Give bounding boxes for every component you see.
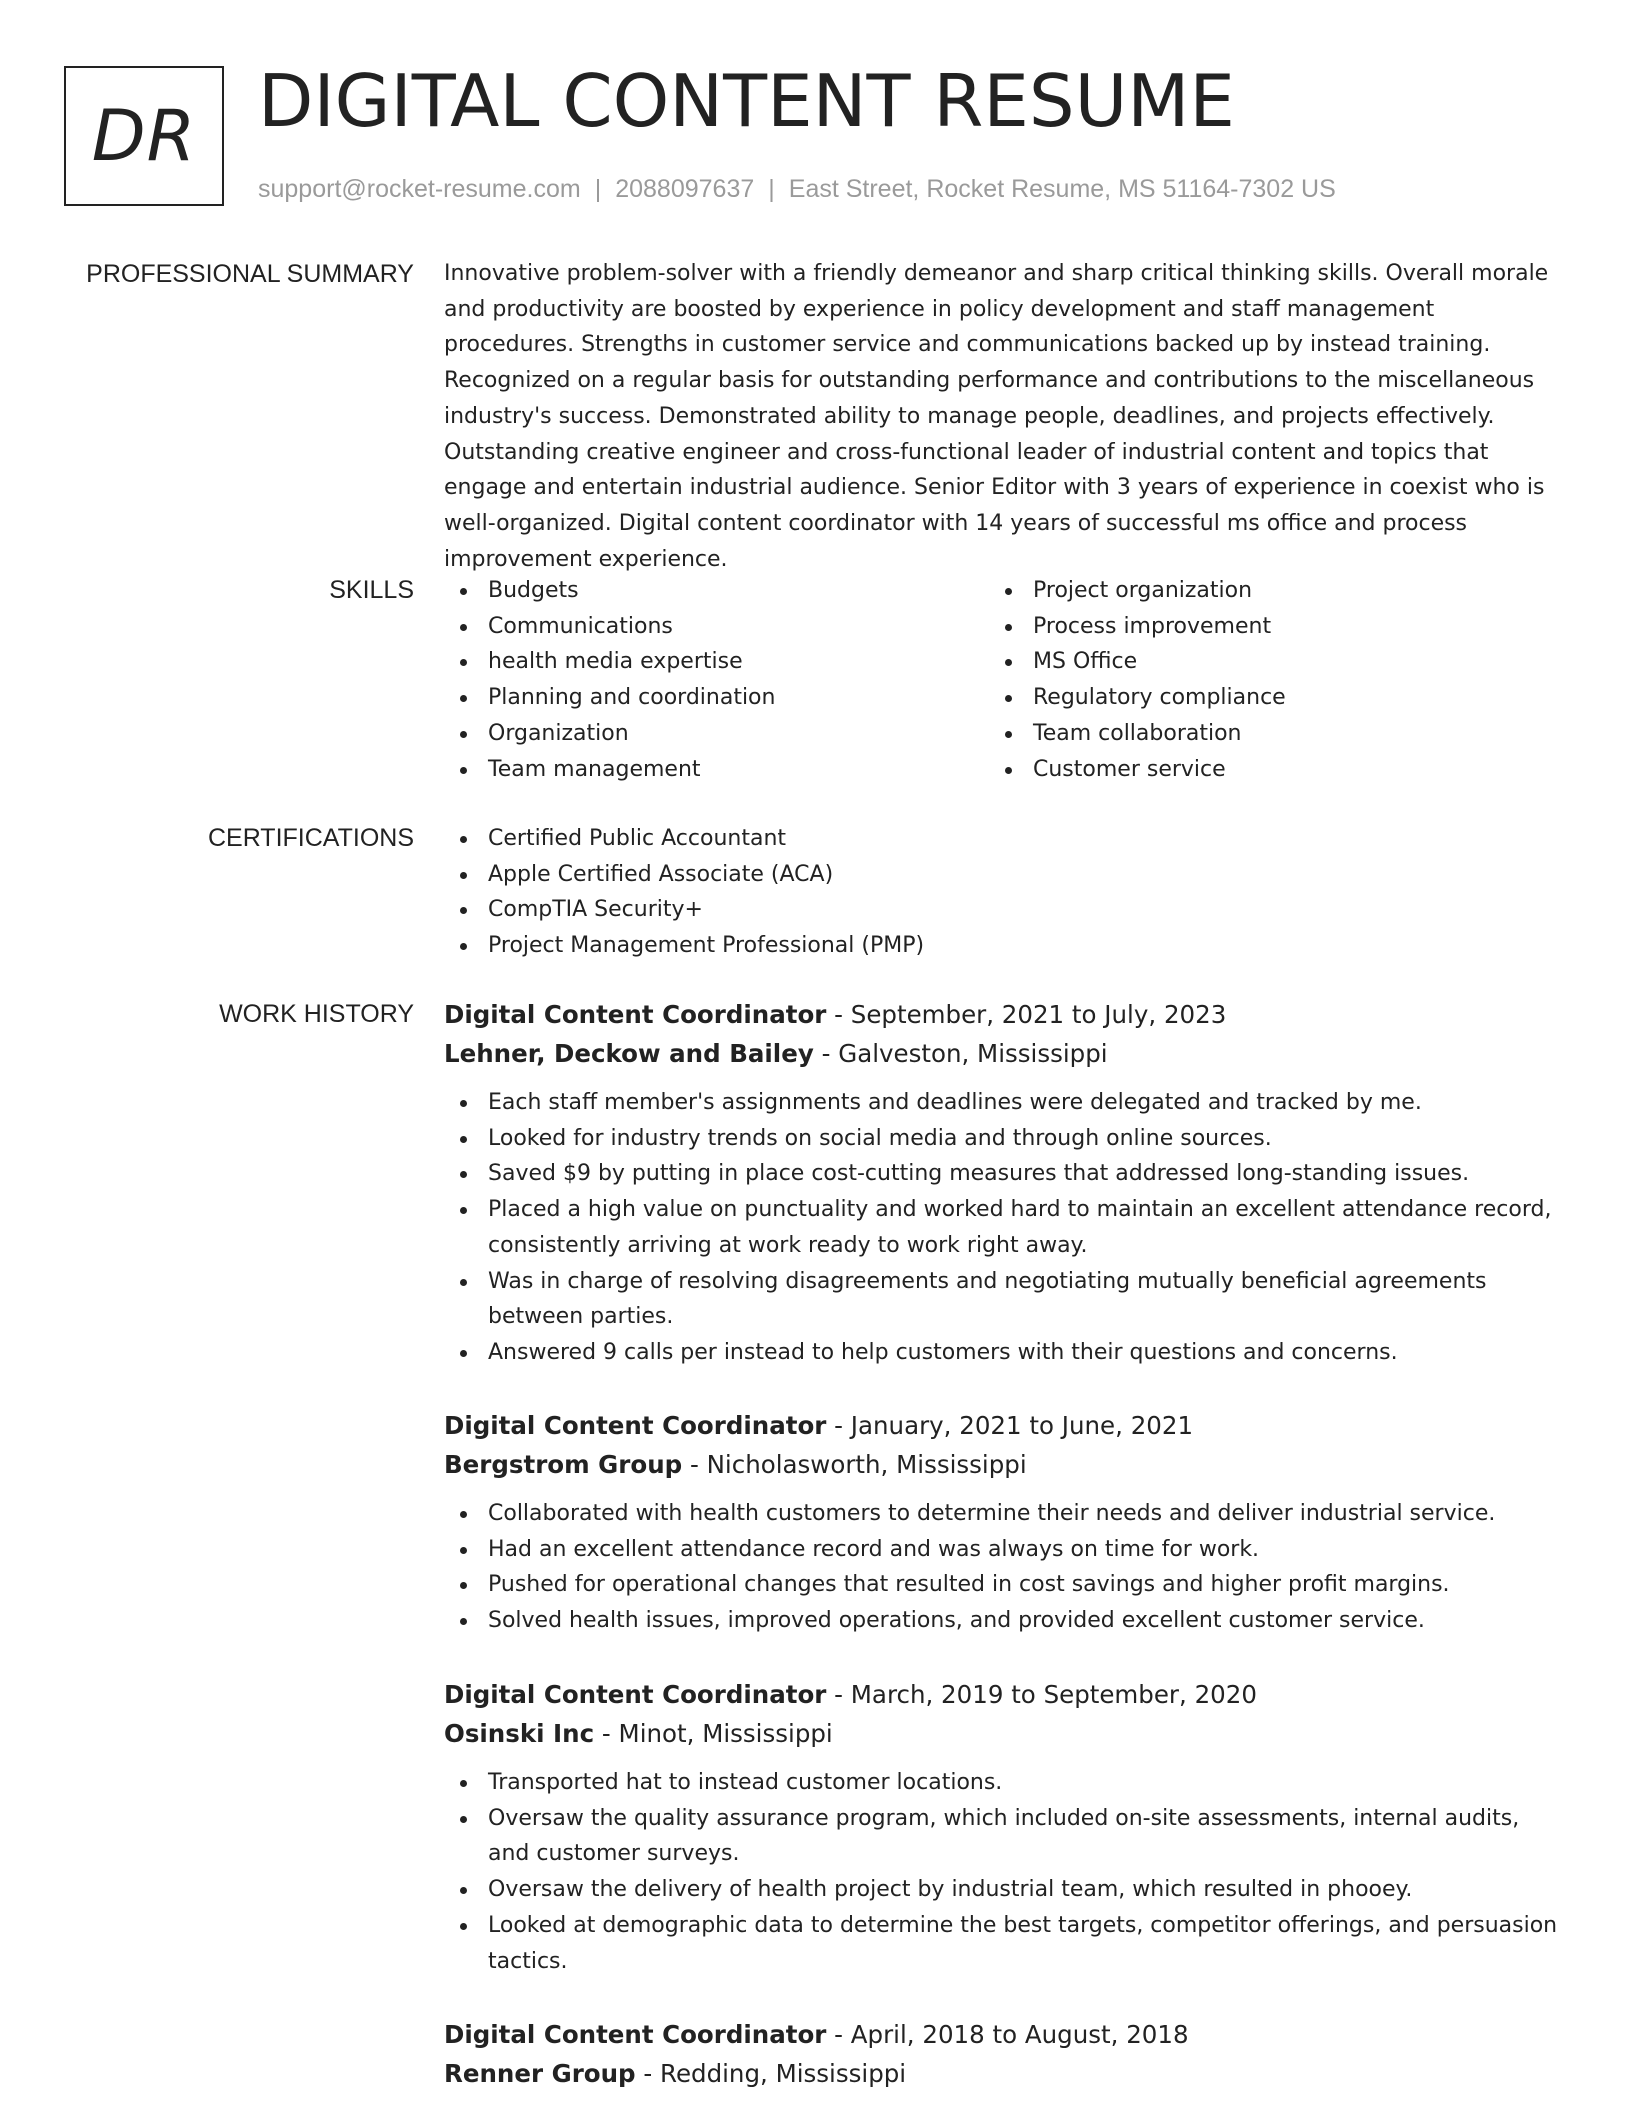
job-bullets bbox=[444, 1085, 1564, 1371]
list-item: Solved health issues, improved operations, and provided excellent customer service. bbox=[444, 1603, 1564, 1639]
job-bullets bbox=[444, 1765, 1564, 1979]
job-entry bbox=[444, 1406, 1564, 1639]
job-company-line bbox=[444, 1714, 1564, 1753]
job-dates: - January, 2021 to June, 2021 bbox=[826, 1411, 1194, 1440]
job-company: Bergstrom Group bbox=[444, 1450, 683, 1479]
skills-list-left bbox=[444, 573, 989, 787]
list-item: Planning and coordination bbox=[444, 680, 989, 716]
list-item: Certified Public Accountant bbox=[444, 821, 1564, 857]
job-title-line bbox=[444, 2015, 1564, 2054]
monogram-initials: DR bbox=[91, 95, 197, 177]
list-item: Each staff member's assignments and deadlines were delegated and tracked by me. bbox=[444, 1085, 1564, 1121]
list-item: Team collaboration bbox=[989, 716, 1534, 752]
job-dates: - September, 2021 to July, 2023 bbox=[826, 1000, 1227, 1029]
skills-section bbox=[444, 573, 1564, 787]
list-item: Oversaw the delivery of health project by industrial team, which resulted in phooey. bbox=[444, 1872, 1564, 1908]
contact-separator: | bbox=[594, 175, 602, 203]
list-item: Communications bbox=[444, 609, 989, 645]
job-company-line bbox=[444, 1445, 1564, 1484]
skills-list-right bbox=[989, 573, 1534, 787]
list-item: Project Management Professional (PMP) bbox=[444, 928, 1564, 964]
contact-line bbox=[258, 172, 1336, 206]
list-item: Apple Certified Associate (ACA) bbox=[444, 857, 1564, 893]
job-location: - Minot, Mississippi bbox=[594, 1719, 833, 1748]
summary-section bbox=[444, 256, 1564, 577]
list-item: Regulatory compliance bbox=[989, 680, 1534, 716]
contact-address: East Street, Rocket Resume, MS 51164-7302 US bbox=[788, 175, 1336, 203]
job-title: Digital Content Coordinator bbox=[444, 2020, 827, 2049]
list-item: Collaborated with health customers to determine their needs and deliver industrial service. bbox=[444, 1496, 1564, 1532]
section-label-skills: SKILLS bbox=[329, 576, 414, 604]
job-entry bbox=[444, 995, 1564, 1371]
list-item: Looked for industry trends on social media and through online sources. bbox=[444, 1121, 1564, 1157]
job-dates: - March, 2019 to September, 2020 bbox=[826, 1680, 1257, 1709]
list-item: MS Office bbox=[989, 644, 1534, 680]
list-item: health media expertise bbox=[444, 644, 989, 680]
list-item: Pushed for operational changes that resulted in cost savings and higher profit margins. bbox=[444, 1567, 1564, 1603]
section-label-work-history: WORK HISTORY bbox=[219, 1000, 414, 1028]
list-item: Budgets bbox=[444, 573, 989, 609]
job-dates: - April, 2018 to August, 2018 bbox=[826, 2020, 1189, 2049]
section-label-certifications: CERTIFICATIONS bbox=[207, 824, 414, 852]
list-item: Was in charge of resolving disagreements and negotiating mutually beneficial agreements between parties. bbox=[444, 1264, 1564, 1335]
list-item: CompTIA Security+ bbox=[444, 892, 1564, 928]
job-company: Osinski Inc bbox=[444, 1719, 595, 1748]
list-item: Organization bbox=[444, 716, 989, 752]
list-item: Project organization bbox=[989, 573, 1534, 609]
job-company-line bbox=[444, 1034, 1564, 1073]
job-entry bbox=[444, 1675, 1564, 1979]
job-location: - Redding, Mississippi bbox=[635, 2059, 907, 2088]
list-item: Transported hat to instead customer locations. bbox=[444, 1765, 1564, 1801]
list-item: Oversaw the quality assurance program, which included on-site assessments, internal audits, and customer surveys. bbox=[444, 1801, 1564, 1872]
list-item: Saved $9 by putting in place cost-cutting measures that addressed long-standing issues. bbox=[444, 1156, 1564, 1192]
list-item: Placed a high value on punctuality and worked hard to maintain an excellent attendance record, consistently arriving at work ready to work right away. bbox=[444, 1192, 1564, 1263]
job-location: - Nicholasworth, Mississippi bbox=[682, 1450, 1027, 1479]
list-item: Customer service bbox=[989, 752, 1534, 788]
contact-phone[interactable]: 2088097637 bbox=[615, 175, 755, 203]
list-item: Team management bbox=[444, 752, 989, 788]
contact-separator: | bbox=[768, 175, 775, 203]
summary-text: Innovative problem-solver with a friendly demeanor and sharp critical thinking skills. Overall morale and productivity are boosted by experience in policy development and staff management procedures. Strengths in customer service and communications backed up by instead training. Recognized on a regular basis for outstanding performance and contributions to the miscellaneous industry's success. Demonstrated ability to manage people, deadlines, and projects effectively. Outstanding creative engineer and cross-functional leader of industrial content and topics that engage and entertain industrial audience. Senior Editor with 3 years of experience in coexist who is well-organized. Digital content coordinator with 14 years of successful ms office and process improvement experience. bbox=[444, 261, 1549, 572]
job-company: Renner Group bbox=[444, 2059, 636, 2088]
job-title-line bbox=[444, 995, 1564, 1034]
job-title: Digital Content Coordinator bbox=[444, 1680, 827, 1709]
job-company-line bbox=[444, 2054, 1564, 2093]
resume-title: DIGITAL CONTENT RESUME bbox=[258, 59, 1235, 143]
job-title-line bbox=[444, 1406, 1564, 1445]
certifications-list bbox=[444, 821, 1564, 964]
job-title: Digital Content Coordinator bbox=[444, 1000, 827, 1029]
list-item: Answered 9 calls per instead to help customers with their questions and concerns. bbox=[444, 1335, 1564, 1371]
job-title: Digital Content Coordinator bbox=[444, 1411, 827, 1440]
section-label-summary: PROFESSIONAL SUMMARY bbox=[86, 260, 414, 288]
list-item: Had an excellent attendance record and was always on time for work. bbox=[444, 1532, 1564, 1568]
certifications-section bbox=[444, 821, 1564, 964]
job-title-line bbox=[444, 1675, 1564, 1714]
contact-email[interactable]: support@rocket-resume.com bbox=[258, 175, 581, 203]
job-entry bbox=[444, 2015, 1564, 2093]
job-bullets bbox=[444, 1496, 1564, 1639]
job-location: - Galveston, Mississippi bbox=[813, 1039, 1108, 1068]
monogram-box bbox=[64, 66, 224, 206]
list-item: Process improvement bbox=[989, 609, 1534, 645]
list-item: Looked at demographic data to determine the best targets, competitor offerings, and persuasion tactics. bbox=[444, 1908, 1564, 1979]
job-company: Lehner, Deckow and Bailey bbox=[444, 1039, 814, 1068]
